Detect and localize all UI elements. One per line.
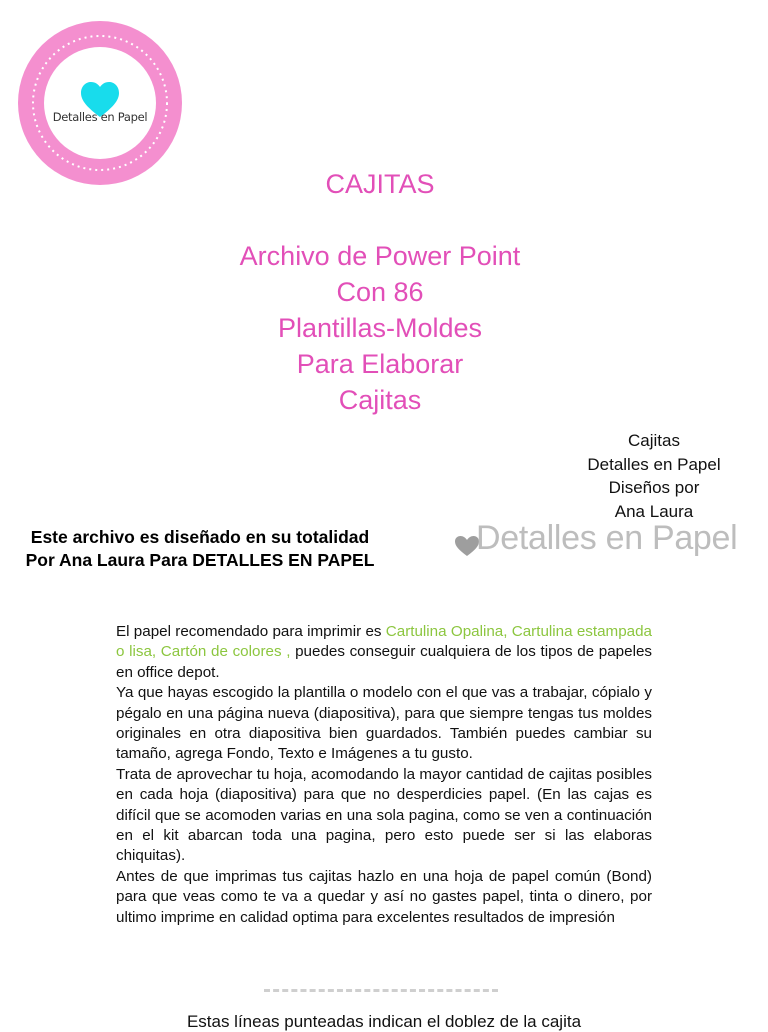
watermark-text: Detalles en Papel <box>476 518 738 557</box>
paragraph-text: El papel recomendado para imprimir es <box>116 623 386 640</box>
paper-types-highlight: Cartulina Opalina, Cartulina estampada o lisa, Cartón de colores , <box>116 623 652 661</box>
title-line: Cajitas <box>338 385 422 415</box>
title-line: Archivo de Power Point <box>239 241 521 271</box>
cover-title <box>180 166 580 418</box>
paragraph-text: puedes conseguir cualquiera de los tipos de papeles en office depot. <box>116 643 652 681</box>
fold-line-note: Estas líneas punteadas indican el doblez de la cajita <box>186 1012 582 1031</box>
watermark <box>454 516 737 560</box>
authorship-note <box>0 526 400 572</box>
authorship-line: Por Ana Laura Para DETALLES EN PAPEL <box>25 550 375 570</box>
title-line: Con 86 <box>336 277 424 307</box>
title-line: Plantillas-Moldes <box>277 313 483 343</box>
authorship-line: Este archivo es diseñado en su totalidad <box>30 527 370 547</box>
paragraph: Trata de aprovechar tu hoja, acomodando la mayor cantidad de cajitas posibles en cada hoja (diapositiva) para que no desperdicies papel. (En las cajas es difícil que se acomoden varias en una sola pagina, como se ven a continuación en el kit abarcan toda una pagina, pero esto puede ser si las elaboras chiquitas). <box>116 765 652 865</box>
credit-line: Diseños por <box>608 478 700 497</box>
credit-line: Cajitas <box>628 431 680 450</box>
dashed-fold-line <box>264 989 498 992</box>
paragraph: Antes de que imprimas tus cajitas hazlo en una hoja de papel común (Bond) para que veas como te va a quedar y así no gastes papel, tinta o dinero, por ultimo imprime en calidad optima para excelentes resultados de impresión <box>116 867 652 926</box>
credit-line: Detalles en Papel <box>587 454 721 474</box>
credit-block <box>560 429 748 523</box>
credit-line: Ana Laura <box>614 501 694 521</box>
instructions-body <box>116 622 652 928</box>
paragraph: Ya que hayas escogido la plantilla o modelo con el que vas a trabajar, cópialo y pégalo en una página nueva (diapositiva), para que siempre tengas tus moldes originales en otra diapositiva bien guardados. También puedes cambiar su tamaño, agrega Fondo, Texto e Imágenes a tu gusto. <box>116 684 652 763</box>
title-line: Para Elaborar <box>296 349 464 379</box>
title-main: CAJITAS <box>325 169 435 199</box>
logo-badge <box>18 21 182 185</box>
paragraph <box>116 622 652 683</box>
brand-logo <box>18 21 182 185</box>
logo-text: Detalles en Papel <box>52 110 148 124</box>
